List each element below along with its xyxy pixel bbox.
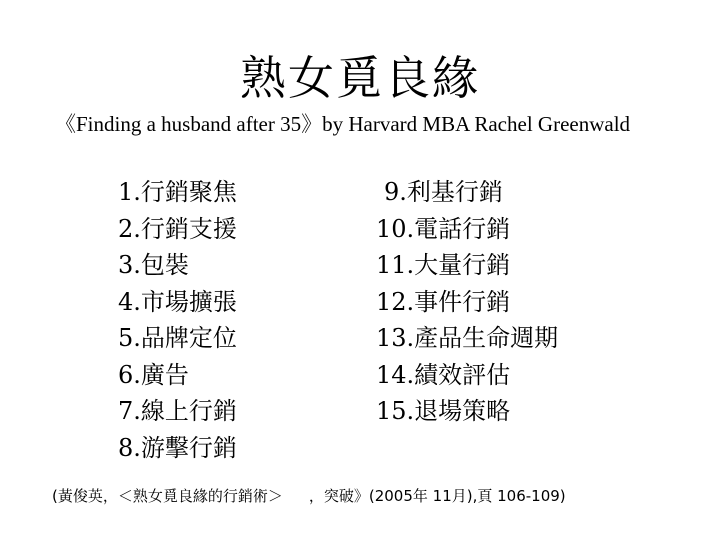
list-item: 9.利基行銷 xyxy=(384,178,503,206)
list-item: 13.產品生命週期 xyxy=(376,324,559,352)
slide-subtitle: 《Finding a husband after 35》by Harvard MBA Rachel Greenwald xyxy=(55,112,631,136)
slide-title: 熟女覓良緣 xyxy=(240,51,480,105)
right-item-list xyxy=(376,174,558,430)
list-item: 5.品牌定位 xyxy=(118,324,237,352)
citation-footnote xyxy=(52,486,566,506)
list-item: 4.市場擴張 xyxy=(118,287,237,316)
citation-author-article: (黃俊英，＜熟女覓良緣的行銷術＞ xyxy=(52,487,283,505)
list-item: 3.包裝 xyxy=(118,251,189,279)
list-item: 1.行銷聚焦 xyxy=(118,178,237,206)
list-item: 10.電話行銷 xyxy=(376,214,511,243)
list-item: 7.線上行銷 xyxy=(118,397,237,425)
list-item: 15.退場策略 xyxy=(376,397,511,425)
list-item: 14.績效評估 xyxy=(376,360,511,389)
left-item-list xyxy=(118,174,237,466)
list-item: 8.游擊行銷 xyxy=(118,433,237,462)
list-item: 2.行銷支援 xyxy=(118,214,237,243)
list-item: 11.大量行銷 xyxy=(376,251,511,279)
list-item: 6.廣告 xyxy=(118,360,189,389)
citation-source: ，突破》(2005年 11月),頁 106-109) xyxy=(308,487,566,505)
list-item: 12.事件行銷 xyxy=(376,287,511,316)
